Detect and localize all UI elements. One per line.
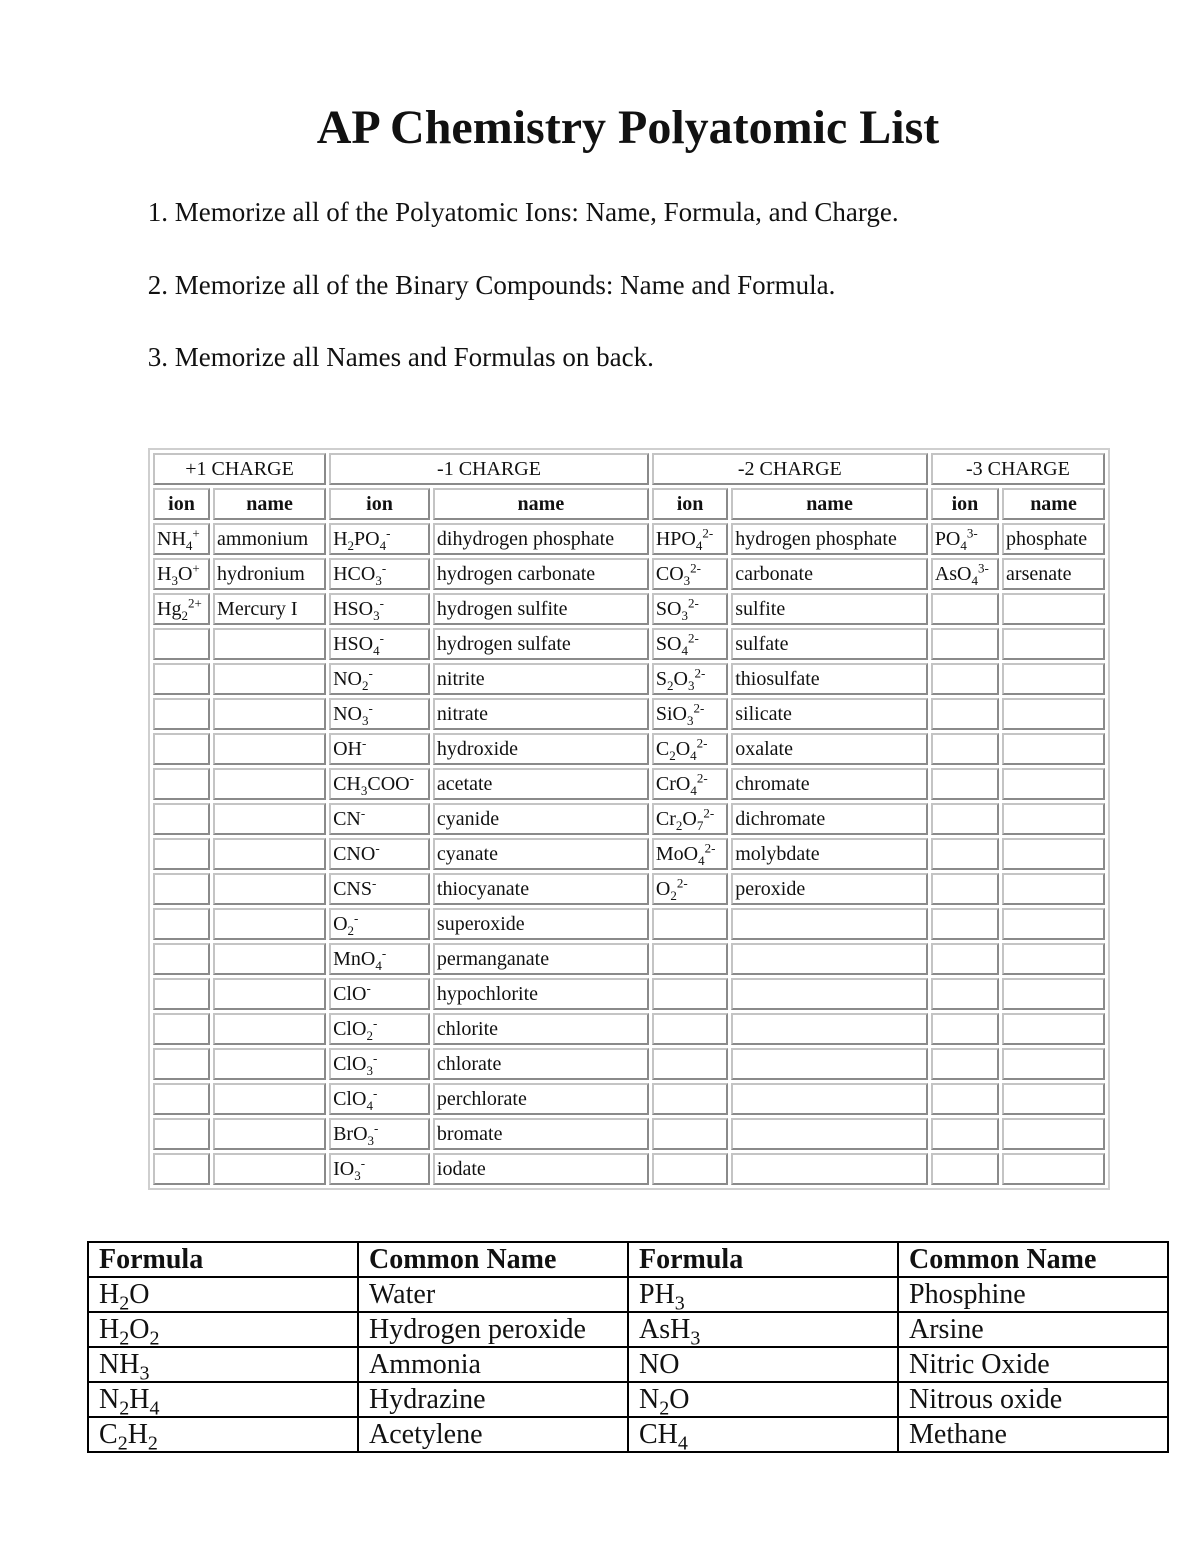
ion-name-cell: phosphate	[1002, 523, 1105, 555]
ion-formula-cell: ClO-	[329, 978, 430, 1010]
ion-formula-cell	[153, 698, 210, 730]
charge-group-header: -1 CHARGE	[329, 453, 649, 485]
ion-name-cell	[1002, 1083, 1105, 1115]
ion-name-cell	[1002, 663, 1105, 695]
ion-name-cell: chlorate	[433, 1048, 649, 1080]
ion-name-cell	[731, 1048, 928, 1080]
ion-name-cell: chromate	[731, 768, 928, 800]
ion-name-cell: molybdate	[731, 838, 928, 870]
ion-name-cell	[731, 943, 928, 975]
instruction-text: Memorize all Names and Formulas on back.	[174, 342, 654, 372]
ion-name-cell: cyanide	[433, 803, 649, 835]
ion-formula-cell: $SO_3^{2-}$	[652, 593, 728, 625]
ion-name-cell	[1002, 943, 1105, 975]
compound-table-body	[88, 1277, 1168, 1455]
ion-formula-cell: OH-	[329, 733, 430, 765]
column-header-ion: ion	[931, 488, 999, 520]
table-row	[153, 698, 1105, 730]
column-header-name: name	[213, 488, 326, 520]
ion-name-cell	[731, 1013, 928, 1045]
ion-name-cell	[213, 663, 326, 695]
ion-name-cell	[213, 733, 326, 765]
column-header-ion: ion	[652, 488, 728, 520]
table-row	[153, 1083, 1105, 1115]
instruction-text: Memorize all of the Binary Compounds: Name and Formula.	[174, 269, 836, 300]
compound-formula-cell: $NH_3$	[88, 1347, 358, 1382]
ion-name-cell	[731, 1118, 928, 1150]
ion-formula-cell	[931, 698, 999, 730]
compound-formula-cell: $PH_3$	[628, 1277, 898, 1312]
ion-formula-cell	[931, 663, 999, 695]
charge-group-header: -3 CHARGE	[931, 453, 1105, 485]
ion-formula-cell: $CH_3COO^-$	[329, 768, 430, 800]
table-row	[153, 908, 1105, 940]
compound-formula-cell: NO	[628, 1347, 898, 1382]
ion-name-cell	[731, 1153, 928, 1185]
binary-compound-table	[87, 1241, 1169, 1453]
ion-name-cell: dichromate	[731, 803, 928, 835]
ion-formula-cell	[652, 978, 728, 1010]
ion-name-cell	[213, 978, 326, 1010]
compound-formula-cell: $CH_4$	[628, 1417, 898, 1452]
table-row	[88, 1347, 1168, 1382]
ion-name-cell: iodate	[433, 1153, 649, 1185]
column-header-ion: ion	[329, 488, 430, 520]
ion-formula-cell: $HSO_3^-$	[329, 593, 430, 625]
ion-name-cell: hydrogen carbonate	[433, 558, 649, 590]
table-row	[153, 1118, 1105, 1150]
compound-formula-cell: $C_2H_2$	[88, 1417, 358, 1452]
ion-name-cell	[1002, 593, 1105, 625]
ion-name-cell: cyanate	[433, 838, 649, 870]
ion-name-cell: nitrite	[433, 663, 649, 695]
ion-formula-cell	[652, 1013, 728, 1045]
column-header-name: name	[731, 488, 928, 520]
ion-name-cell	[1002, 838, 1105, 870]
compound-formula-cell: $N_2O$	[628, 1382, 898, 1417]
table-row	[153, 1153, 1105, 1185]
ion-formula-cell: ClO$_2$-	[329, 1013, 430, 1045]
polyatomic-ion-table	[148, 448, 1110, 1190]
ion-formula-cell	[153, 873, 210, 905]
table-row	[153, 558, 1105, 590]
ion-formula-cell: $HSO_4^-$	[329, 628, 430, 660]
ion-name-cell: carbonate	[731, 558, 928, 590]
table-row	[88, 1277, 1168, 1312]
table-row	[88, 1382, 1168, 1417]
ion-formula-cell	[153, 663, 210, 695]
compound-name-cell: Ammonia	[358, 1347, 628, 1382]
table-row	[153, 733, 1105, 765]
ion-formula-cell: CNS-	[329, 873, 430, 905]
ion-formula-cell	[931, 908, 999, 940]
compound-formula-cell: $H_2O_2$	[88, 1312, 358, 1347]
ion-name-cell	[213, 1013, 326, 1045]
ion-name-cell	[731, 1083, 928, 1115]
ion-name-cell	[213, 943, 326, 975]
ion-formula-cell: CrO$_4^{2-}$	[652, 768, 728, 800]
ion-name-cell: hydrogen sulfite	[433, 593, 649, 625]
ion-formula-cell	[153, 1048, 210, 1080]
ion-name-cell	[1002, 1048, 1105, 1080]
ion-formula-cell	[153, 803, 210, 835]
compound-name-cell: Water	[358, 1277, 628, 1312]
ion-name-cell	[213, 1118, 326, 1150]
table-row	[153, 838, 1105, 870]
ion-formula-cell	[652, 908, 728, 940]
ion-formula-cell	[931, 768, 999, 800]
compound-formula-cell: AsH$_3$	[628, 1312, 898, 1347]
ion-name-cell: permanganate	[433, 943, 649, 975]
ion-name-cell: oxalate	[731, 733, 928, 765]
ion-name-cell	[213, 1153, 326, 1185]
ion-name-cell	[1002, 978, 1105, 1010]
ion-name-cell	[731, 978, 928, 1010]
ion-formula-cell	[931, 1153, 999, 1185]
instruction-text: Memorize all of the Polyatomic Ions: Name, Formula, and Charge.	[174, 197, 899, 227]
ion-name-cell	[1002, 873, 1105, 905]
ion-formula-cell: $NH_4^+$	[153, 523, 210, 555]
ion-name-cell	[1002, 1118, 1105, 1150]
compound-name-cell: Hydrogen peroxide	[358, 1312, 628, 1347]
compound-formula-cell: $H_2O$	[88, 1277, 358, 1312]
ion-formula-cell	[931, 628, 999, 660]
ion-formula-cell: MoO$_4^{2-}$	[652, 838, 728, 870]
ion-formula-cell	[153, 978, 210, 1010]
table-row	[153, 1013, 1105, 1045]
ion-formula-cell: $PO_4^{3-}$	[931, 523, 999, 555]
ion-formula-cell	[931, 978, 999, 1010]
ion-name-cell	[213, 698, 326, 730]
column-header-formula: Formula	[628, 1242, 898, 1277]
ion-formula-cell	[931, 803, 999, 835]
ion-formula-cell	[652, 1083, 728, 1115]
table-row	[153, 523, 1105, 555]
ion-name-cell	[1002, 733, 1105, 765]
ion-formula-cell: $S_2O_3^{2-}$	[652, 663, 728, 695]
charge-group-header: -2 CHARGE	[652, 453, 928, 485]
ion-formula-cell	[652, 1118, 728, 1150]
ion-name-cell: bromate	[433, 1118, 649, 1150]
ion-name-cell	[213, 803, 326, 835]
ion-name-cell: nitrate	[433, 698, 649, 730]
ion-formula-cell	[931, 733, 999, 765]
column-header-row	[153, 488, 1105, 520]
ion-formula-cell	[931, 838, 999, 870]
ion-name-cell: superoxide	[433, 908, 649, 940]
ion-name-cell	[1002, 698, 1105, 730]
ion-name-cell	[1002, 1013, 1105, 1045]
ion-formula-cell: $Cr_2O_7^{2-}$	[652, 803, 728, 835]
ion-formula-cell	[931, 1013, 999, 1045]
ion-formula-cell	[931, 873, 999, 905]
ion-formula-cell: $IO_3^-$	[329, 1153, 430, 1185]
ion-name-cell	[1002, 908, 1105, 940]
ion-name-cell: acetate	[433, 768, 649, 800]
ion-name-cell	[213, 628, 326, 660]
instruction-item	[120, 190, 899, 263]
ion-name-cell: thiocyanate	[433, 873, 649, 905]
ion-formula-cell	[652, 1153, 728, 1185]
ion-formula-cell	[153, 1153, 210, 1185]
ion-formula-cell: MnO$_4$-	[329, 943, 430, 975]
ion-name-cell	[213, 873, 326, 905]
ion-name-cell: arsenate	[1002, 558, 1105, 590]
ion-name-cell	[213, 838, 326, 870]
ion-formula-cell: $O_2^{2-}$	[652, 873, 728, 905]
table-row	[153, 1048, 1105, 1080]
ion-formula-cell: $SO_4^{2-}$	[652, 628, 728, 660]
instruction-item	[120, 263, 899, 336]
ion-formula-cell: $O_2^-$	[329, 908, 430, 940]
ion-formula-cell: $Hg_2^{2+}$	[153, 593, 210, 625]
ion-formula-cell	[153, 908, 210, 940]
ion-formula-cell: $NO_2^-$	[329, 663, 430, 695]
ion-name-cell: hydroxide	[433, 733, 649, 765]
ion-name-cell	[1002, 628, 1105, 660]
instruction-number: 3.	[147, 342, 168, 372]
ion-name-cell	[213, 1083, 326, 1115]
ion-name-cell: hydrogen phosphate	[731, 523, 928, 555]
ion-formula-cell	[931, 1118, 999, 1150]
ion-formula-cell: BrO$_3$-	[329, 1118, 430, 1150]
column-header-formula: Formula	[88, 1242, 358, 1277]
column-header-common-name: Common Name	[898, 1242, 1168, 1277]
ion-formula-cell: $C_2O_4^{2-}$	[652, 733, 728, 765]
compound-name-cell: Methane	[898, 1417, 1168, 1452]
ion-name-cell	[1002, 768, 1105, 800]
ion-formula-cell	[153, 1013, 210, 1045]
ion-name-cell	[731, 908, 928, 940]
ion-formula-cell	[153, 628, 210, 660]
instruction-number: 2.	[147, 269, 168, 300]
table-row	[88, 1417, 1168, 1452]
compound-name-cell: Nitrous oxide	[898, 1382, 1168, 1417]
ion-name-cell: ammonium	[213, 523, 326, 555]
ion-formula-cell: $H_3O^+$	[153, 558, 210, 590]
compound-header-row	[88, 1242, 1168, 1277]
table-row	[153, 593, 1105, 625]
page-title: AP Chemistry Polyatomic List	[316, 101, 940, 154]
ion-formula-cell	[153, 1118, 210, 1150]
ion-name-cell	[1002, 1153, 1105, 1185]
ion-formula-cell	[931, 943, 999, 975]
table-row	[153, 978, 1105, 1010]
table-row	[153, 663, 1105, 695]
instruction-item	[120, 335, 899, 408]
table-row	[153, 768, 1105, 800]
ion-name-cell: perchlorate	[433, 1083, 649, 1115]
compound-name-cell: Acetylene	[358, 1417, 628, 1452]
table-row	[153, 628, 1105, 660]
ion-formula-cell: SiO$_3^{2-}$	[652, 698, 728, 730]
ion-formula-cell	[153, 733, 210, 765]
ion-formula-cell	[931, 1048, 999, 1080]
ion-name-cell: thiosulfate	[731, 663, 928, 695]
ion-name-cell: hypochlorite	[433, 978, 649, 1010]
table-row	[88, 1312, 1168, 1347]
ion-formula-cell	[931, 593, 999, 625]
column-header-common-name: Common Name	[358, 1242, 628, 1277]
ion-name-cell: dihydrogen phosphate	[433, 523, 649, 555]
ion-name-cell: chlorite	[433, 1013, 649, 1045]
ion-name-cell	[213, 1048, 326, 1080]
compound-formula-cell: $N_2H_4$	[88, 1382, 358, 1417]
ion-name-cell	[213, 768, 326, 800]
compound-name-cell: Nitric Oxide	[898, 1347, 1168, 1382]
ion-formula-cell: $H_2PO_4^-$	[329, 523, 430, 555]
compound-name-cell: Hydrazine	[358, 1382, 628, 1417]
ion-name-cell	[213, 908, 326, 940]
column-header-ion: ion	[153, 488, 210, 520]
instruction-list	[120, 190, 899, 408]
ion-formula-cell	[153, 768, 210, 800]
ion-name-cell: sulfite	[731, 593, 928, 625]
ion-formula-cell: CNO-	[329, 838, 430, 870]
ion-formula-cell: ClO$_3$-	[329, 1048, 430, 1080]
ion-formula-cell: $CO_3^{2-}$	[652, 558, 728, 590]
ion-name-cell	[1002, 803, 1105, 835]
ion-formula-cell	[153, 838, 210, 870]
ion-formula-cell: ClO$_4$-	[329, 1083, 430, 1115]
column-header-name: name	[433, 488, 649, 520]
ion-formula-cell: $NO_3^-$	[329, 698, 430, 730]
compound-name-cell: Arsine	[898, 1312, 1168, 1347]
table-row	[153, 873, 1105, 905]
ion-formula-cell: $HCO_3^-$	[329, 558, 430, 590]
ion-formula-cell	[652, 943, 728, 975]
ion-formula-cell	[931, 1083, 999, 1115]
table-row	[153, 803, 1105, 835]
charge-group-header: +1 CHARGE	[153, 453, 326, 485]
instruction-number: 1.	[147, 197, 168, 227]
ion-name-cell: sulfate	[731, 628, 928, 660]
ion-formula-cell: CN-	[329, 803, 430, 835]
ion-table-body	[153, 523, 1105, 1185]
ion-name-cell: hydrogen sulfate	[433, 628, 649, 660]
ion-name-cell: silicate	[731, 698, 928, 730]
ion-formula-cell: $HPO_4^{2-}$	[652, 523, 728, 555]
table-row	[153, 943, 1105, 975]
compound-name-cell: Phosphine	[898, 1277, 1168, 1312]
ion-formula-cell	[153, 1083, 210, 1115]
ion-formula-cell	[153, 943, 210, 975]
ion-formula-cell	[652, 1048, 728, 1080]
column-header-name: name	[1002, 488, 1105, 520]
ion-formula-cell: AsO$_4^{3-}$	[931, 558, 999, 590]
charge-group-header-row	[153, 453, 1105, 485]
ion-name-cell: hydronium	[213, 558, 326, 590]
ion-name-cell: peroxide	[731, 873, 928, 905]
ion-name-cell: Mercury I	[213, 593, 326, 625]
